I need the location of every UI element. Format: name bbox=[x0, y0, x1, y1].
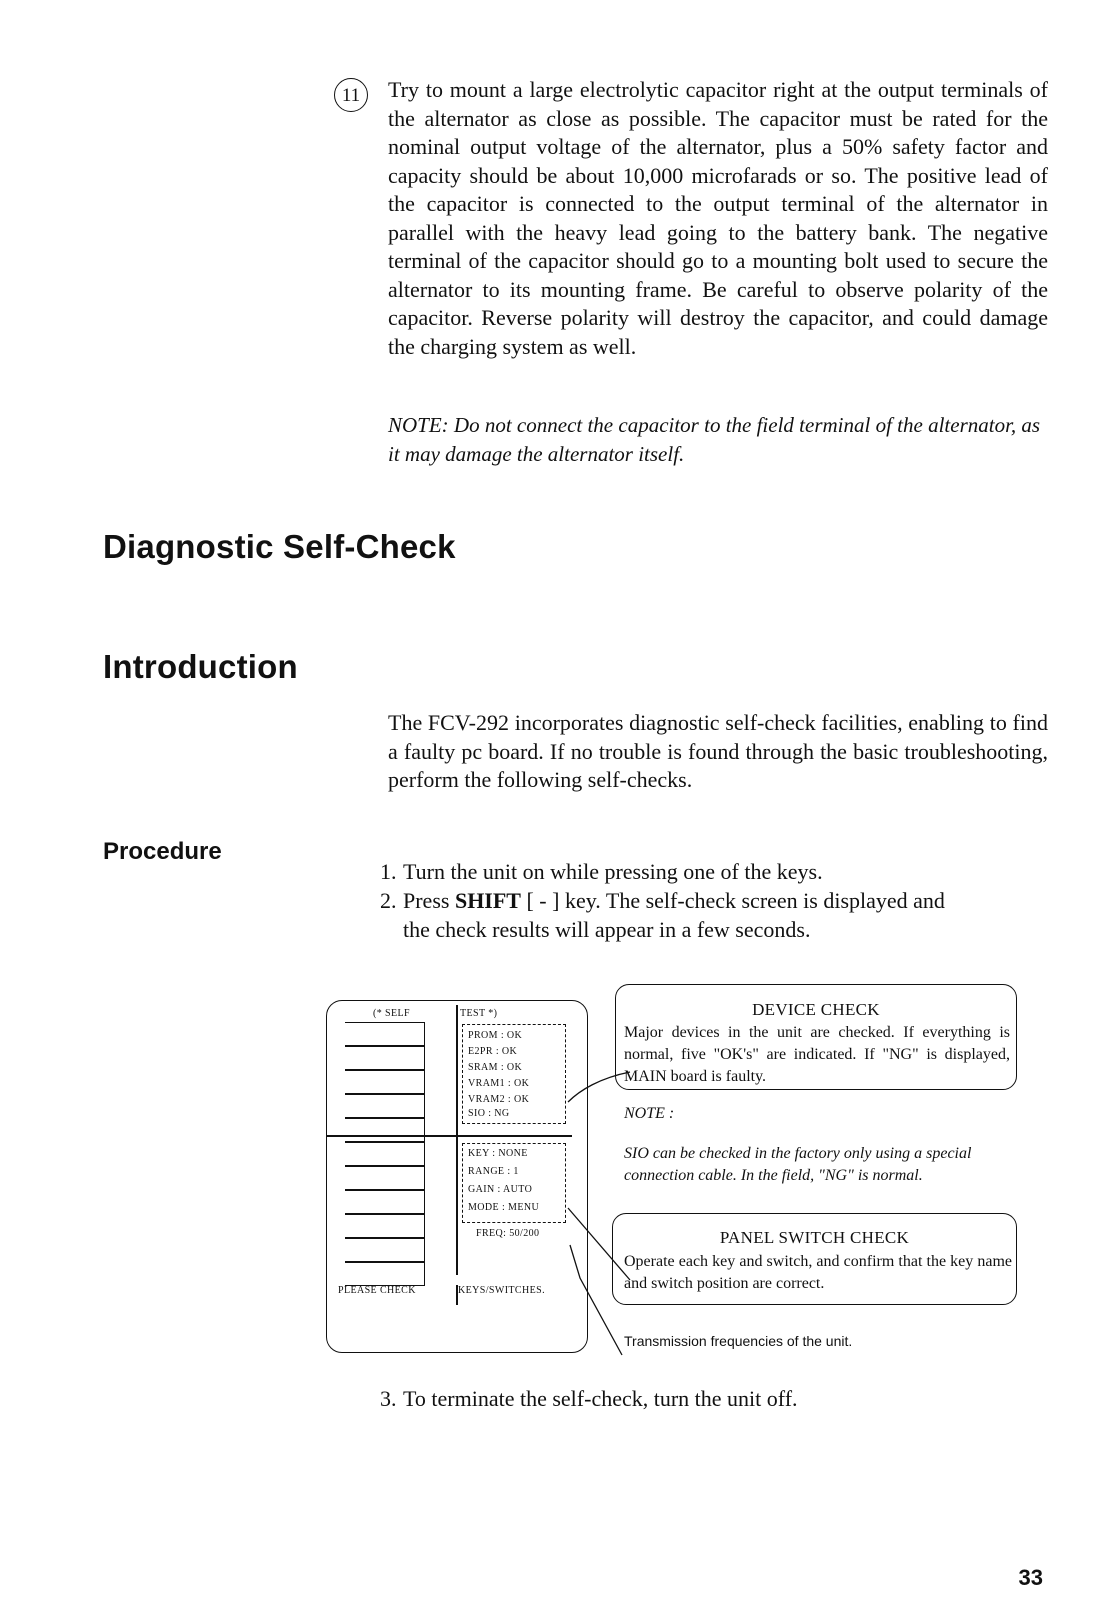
step-2-number: 2. bbox=[380, 888, 397, 913]
device-result-vram2: VRAM2 : OK bbox=[468, 1094, 530, 1105]
section-heading: Diagnostic Self-Check bbox=[103, 528, 456, 565]
procedure-heading: Procedure bbox=[103, 838, 222, 865]
device-result-sram: SRAM : OK bbox=[468, 1062, 523, 1073]
screen-bar bbox=[345, 1262, 425, 1286]
step-1-number: 1. bbox=[380, 859, 397, 884]
screen-footer-right: KEYS/SWITCHES. bbox=[458, 1285, 545, 1296]
step-2-continuation: the check results will appear in a few seconds. bbox=[403, 917, 811, 942]
panel-switch-title: PANEL SWITCH CHECK bbox=[719, 1228, 910, 1247]
screen-title-right: TEST *) bbox=[460, 1008, 498, 1019]
step-2-shift-key: SHIFT bbox=[454, 888, 521, 913]
panel-switch-body: Operate each key and switch, and confirm that the key name and switch position are correct. bbox=[624, 1253, 1012, 1292]
screen-divider-vertical bbox=[456, 1005, 458, 1275]
device-check-body: Major devices in the unit are checked. If everything is normal, five "OK's" are indicated. If "NG" is displayed, MAIN board is faulty. bbox=[624, 1024, 1010, 1085]
freq-caption: Transmission frequencies of the unit. bbox=[624, 1333, 853, 1349]
device-check-title: DEVICE CHECK bbox=[752, 1000, 880, 1019]
sio-note-label: NOTE : bbox=[624, 1105, 675, 1122]
screen-bar bbox=[345, 1214, 425, 1238]
screen-bar bbox=[345, 1046, 425, 1070]
page-number: 33 bbox=[1018, 1565, 1043, 1590]
step-2-text-after: [ - ] key. The self-check screen is displayed and bbox=[520, 888, 945, 913]
step-1-text: Turn the unit on while pressing one of the keys. bbox=[403, 859, 823, 884]
screen-bar bbox=[345, 1022, 425, 1046]
switch-result-gain: GAIN : AUTO bbox=[468, 1184, 533, 1195]
procedure-steps bbox=[380, 857, 1050, 944]
device-result-prom: PROM : OK bbox=[468, 1030, 523, 1041]
capacitor-paragraph: Try to mount a large electrolytic capacitor right at the output terminals of the alternator as close as possible. The capacitor must be rated for the nominal output voltage of the alternator, plus a 50% safety factor and capacity should be about 10,000 microfarads or so. The positive lead of the capacitor is connected to the output terminal of the alternator in parallel with the heavy lead going to the battery bank. The negative terminal of the capacitor should go to a mounting bolt used to secure the alternator to its mounting frame. Be careful to observe polarity of the capacitor. Reverse polarity will destroy the capacitor, and could damage the charging system as well. bbox=[388, 77, 1048, 359]
step-3-number: 3. bbox=[380, 1386, 397, 1411]
switch-result-mode: MODE : MENU bbox=[468, 1202, 540, 1213]
switch-result-range: RANGE : 1 bbox=[468, 1166, 519, 1177]
introduction-heading: Introduction bbox=[103, 648, 298, 685]
screen-bar bbox=[345, 1070, 425, 1094]
screen-bar bbox=[345, 1166, 425, 1190]
device-result-e2pr: E2PR : OK bbox=[468, 1046, 518, 1057]
step-2-text-before: Press bbox=[403, 888, 455, 913]
freq-readout: FREQ: 50/200 bbox=[476, 1228, 540, 1239]
screen-bar bbox=[345, 1190, 425, 1214]
screen-bar bbox=[345, 1142, 425, 1166]
device-result-vram1: VRAM1 : OK bbox=[468, 1078, 530, 1089]
capacitor-note: NOTE: Do not connect the capacitor to the field terminal of the alternator, as it may damage the alternator itself. bbox=[388, 413, 1041, 466]
screen-footer-left: PLEASE CHECK bbox=[338, 1285, 416, 1296]
screen-bar bbox=[345, 1094, 425, 1118]
step-2 bbox=[380, 886, 1050, 944]
switch-result-key: KEY : NONE bbox=[468, 1148, 528, 1159]
screen-title-left: (* SELF bbox=[373, 1008, 410, 1019]
intro-paragraph: The FCV-292 incorporates diagnostic self-check facilities, enabling to find a faulty pc board. If no trouble is found through the basic troubleshooting, perform the following self-checks. bbox=[388, 710, 1048, 792]
step-3 bbox=[380, 1384, 1050, 1413]
device-result-sio: SIO : NG bbox=[468, 1108, 510, 1119]
screen-bar bbox=[345, 1238, 425, 1262]
step-1 bbox=[380, 857, 1050, 886]
sio-note-body: SIO can be checked in the factory only using a special connection cable. In the field, "NG" is normal. bbox=[624, 1145, 972, 1184]
step-3-text: To terminate the self-check, turn the unit off. bbox=[403, 1386, 798, 1411]
screen-bar bbox=[345, 1118, 425, 1142]
step-11-circle: 11 bbox=[334, 78, 368, 112]
